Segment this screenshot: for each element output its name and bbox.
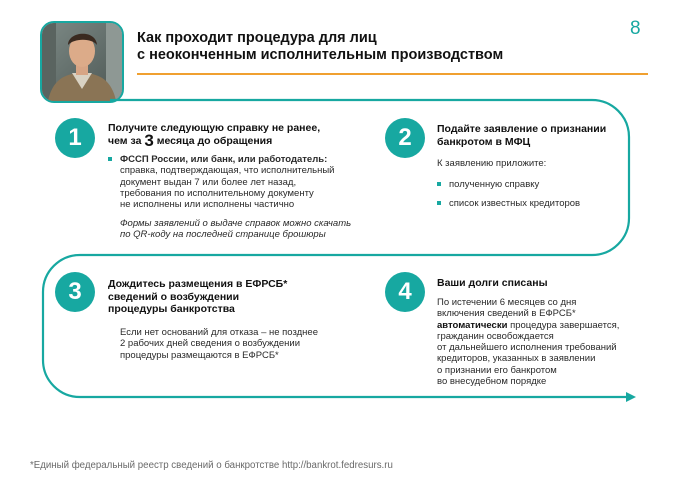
step-3-text [120, 327, 318, 361]
step-4-heading: Ваши долги списаны [437, 277, 548, 289]
step-1-heading-line: Получите следующую справку не ранее, [108, 122, 321, 134]
step-1-heading-emph: 3 [144, 130, 154, 150]
step-1-heading-post: месяца до обращения [153, 134, 273, 147]
step-3-text-line: процедуры размещаются в ЕФРСБ* [120, 349, 279, 361]
step-1-heading [108, 122, 321, 150]
footnote: *Единый федеральный реестр сведений о банкротстве http://bankrot.fedresurs.ru [30, 460, 393, 471]
step-2-item: полученную справку [437, 179, 580, 190]
step-3-heading-line: процедуры банкротства [108, 303, 235, 315]
step-4-text-line: о признании его банкротом [437, 364, 557, 376]
step-3-text-line: Если нет оснований для отказа – не позднее [120, 327, 318, 338]
step-4-text [437, 297, 619, 387]
step-4-text-line: включения сведений в ЕФРСБ* [437, 308, 576, 320]
step-4-text-line: во внесудебном порядке [437, 376, 547, 388]
step-1-note-line: Формы заявлений о выдаче справок можно скачать [120, 218, 352, 229]
step-2-item: список известных кредиторов [437, 198, 580, 209]
title-line: Как проходит процедура для лиц [137, 30, 377, 46]
step-4-bold-word: автоматически [437, 319, 508, 331]
step-1-text-line: требования по исполнительному документу [120, 187, 314, 199]
step-1-text-line: справка, подтверждающая, что исполнительный [120, 165, 335, 177]
step-3-number: 3 [55, 272, 95, 312]
step-4-text-line: кредиторов, указанных в заявлении [437, 353, 596, 365]
step-4-number: 4 [385, 272, 425, 312]
step-4-text-line: По истечении 6 месяцев со дня [437, 297, 577, 308]
page-number: 8 [630, 18, 641, 39]
title-line: с неоконченным исполнительным производством [137, 47, 504, 63]
step-1-text-line: документ выдан 7 или более лет назад, [120, 176, 297, 188]
step-1-source: ФССП России, или банк, или работодатель: [120, 154, 328, 165]
step-1-note-line: по QR-коду на последней странице брошюры [120, 229, 326, 241]
step-4-bold-rest: процедура завершается, [507, 319, 620, 331]
step-2-list [437, 179, 580, 210]
step-1-heading-pre: чем за [108, 134, 145, 147]
step-3-heading [108, 278, 287, 316]
step-4-text-line: от дальнейшего исполнения требований [437, 342, 617, 354]
step-1-text-line: не исполнены или исполнены частично [120, 199, 295, 211]
step-1-number: 1 [55, 118, 95, 158]
step-2-heading-line: банкротом в МФЦ [437, 135, 531, 148]
step-2-number: 2 [385, 118, 425, 158]
step-1-note [120, 218, 351, 241]
step-3-heading-line: сведений о возбуждении [108, 290, 240, 303]
flow-arrow-icon [626, 392, 636, 402]
step-3-heading-line: Дождитесь размещения в ЕФРСБ* [108, 278, 288, 290]
step-1-bullet [108, 154, 378, 210]
step-2-intro: К заявлению приложите: [437, 158, 547, 169]
step-2-heading-line: Подайте заявление о признании [437, 123, 607, 135]
step-2-heading [437, 123, 606, 148]
step-4-text-line: гражданин освобождается [437, 330, 554, 342]
step-3-text-line: 2 рабочих дней сведения о возбуждении [120, 338, 301, 350]
